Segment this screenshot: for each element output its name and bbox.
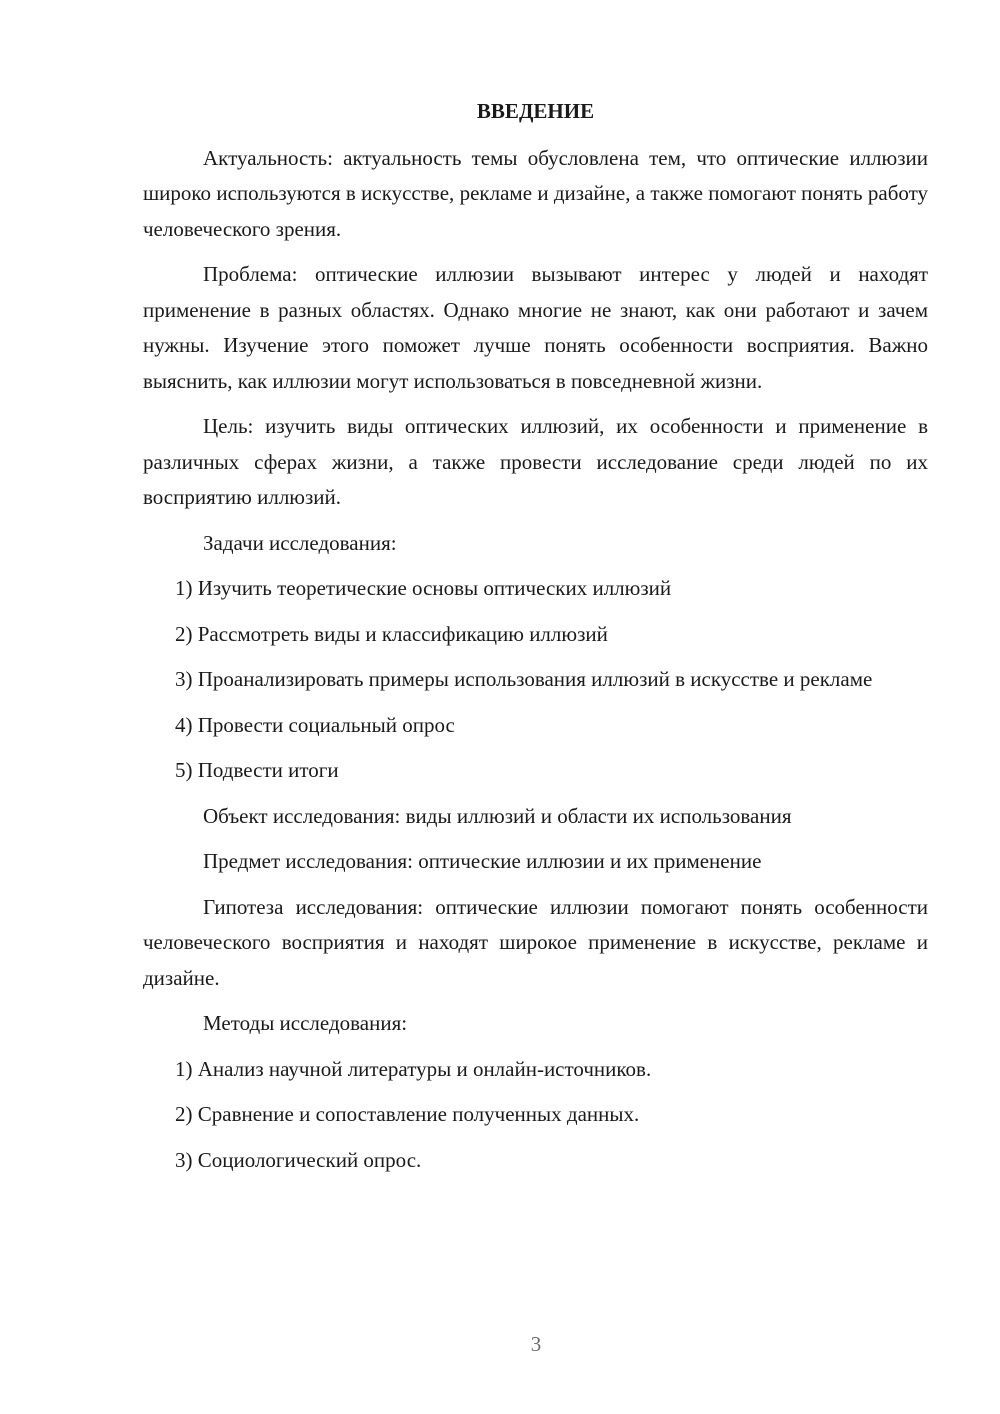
task-item-1: 1) Изучить теоретические основы оптических иллюзий: [175, 576, 672, 600]
object-paragraph: Объект исследования: виды иллюзий и области их использования: [203, 803, 792, 828]
subject-paragraph: Предмет исследования: оптические иллюзии и их применение: [203, 849, 762, 873]
tasks-heading: Задачи исследования:: [203, 530, 397, 555]
page-title: ВВЕДЕНИЕ: [476, 99, 595, 123]
page-number: 3: [530, 1332, 542, 1356]
method-item-1: 1) Анализ научной литературы и онлайн-источников.: [175, 1056, 652, 1081]
task-item-4: 4) Провести социальный опрос: [175, 712, 455, 737]
method-item-3: 3) Социологический опрос.: [175, 1147, 422, 1172]
methods-heading: Методы исследования:: [203, 1011, 408, 1035]
problem-paragraph: Проблема: оптические иллюзии вызывают интерес у людей и находят применение в разных областях. Однако многие не знают, как они работают и зачем нужны. Изучение этого поможет лучше понять особенности восприятия. Важно выяснить, как иллюзии могут использоваться в повседневной жизни.: [143, 262, 928, 393]
goal-paragraph: Цель: изучить виды оптических иллюзий, их особенности и применение в различных сферах жизни, а также провести исследование среди людей по их восприятию иллюзий.: [143, 414, 928, 509]
task-item-5: 5) Подвести итоги: [175, 758, 339, 782]
relevance-paragraph: Актуальность: актуальность темы обусловлена тем, что оптические иллюзии широко используются в искусстве, рекламе и дизайне, а также помогают понять работу человеческого зрения.: [143, 145, 928, 241]
method-item-2: 2) Сравнение и сопоставление полученных данных.: [175, 1102, 640, 1126]
hypothesis-paragraph: Гипотеза исследования: оптические иллюзии помогают понять особенности человеческого восприятия и находят широкое применение в искусстве, рекламе и дизайне.: [143, 894, 928, 990]
task-item-2: 2) Рассмотреть виды и классификацию иллюзий: [175, 621, 608, 646]
task-item-3: 3) Проанализировать примеры использования иллюзий в искусстве и рекламе: [175, 667, 873, 691]
page-content: [143, 94, 928, 1188]
